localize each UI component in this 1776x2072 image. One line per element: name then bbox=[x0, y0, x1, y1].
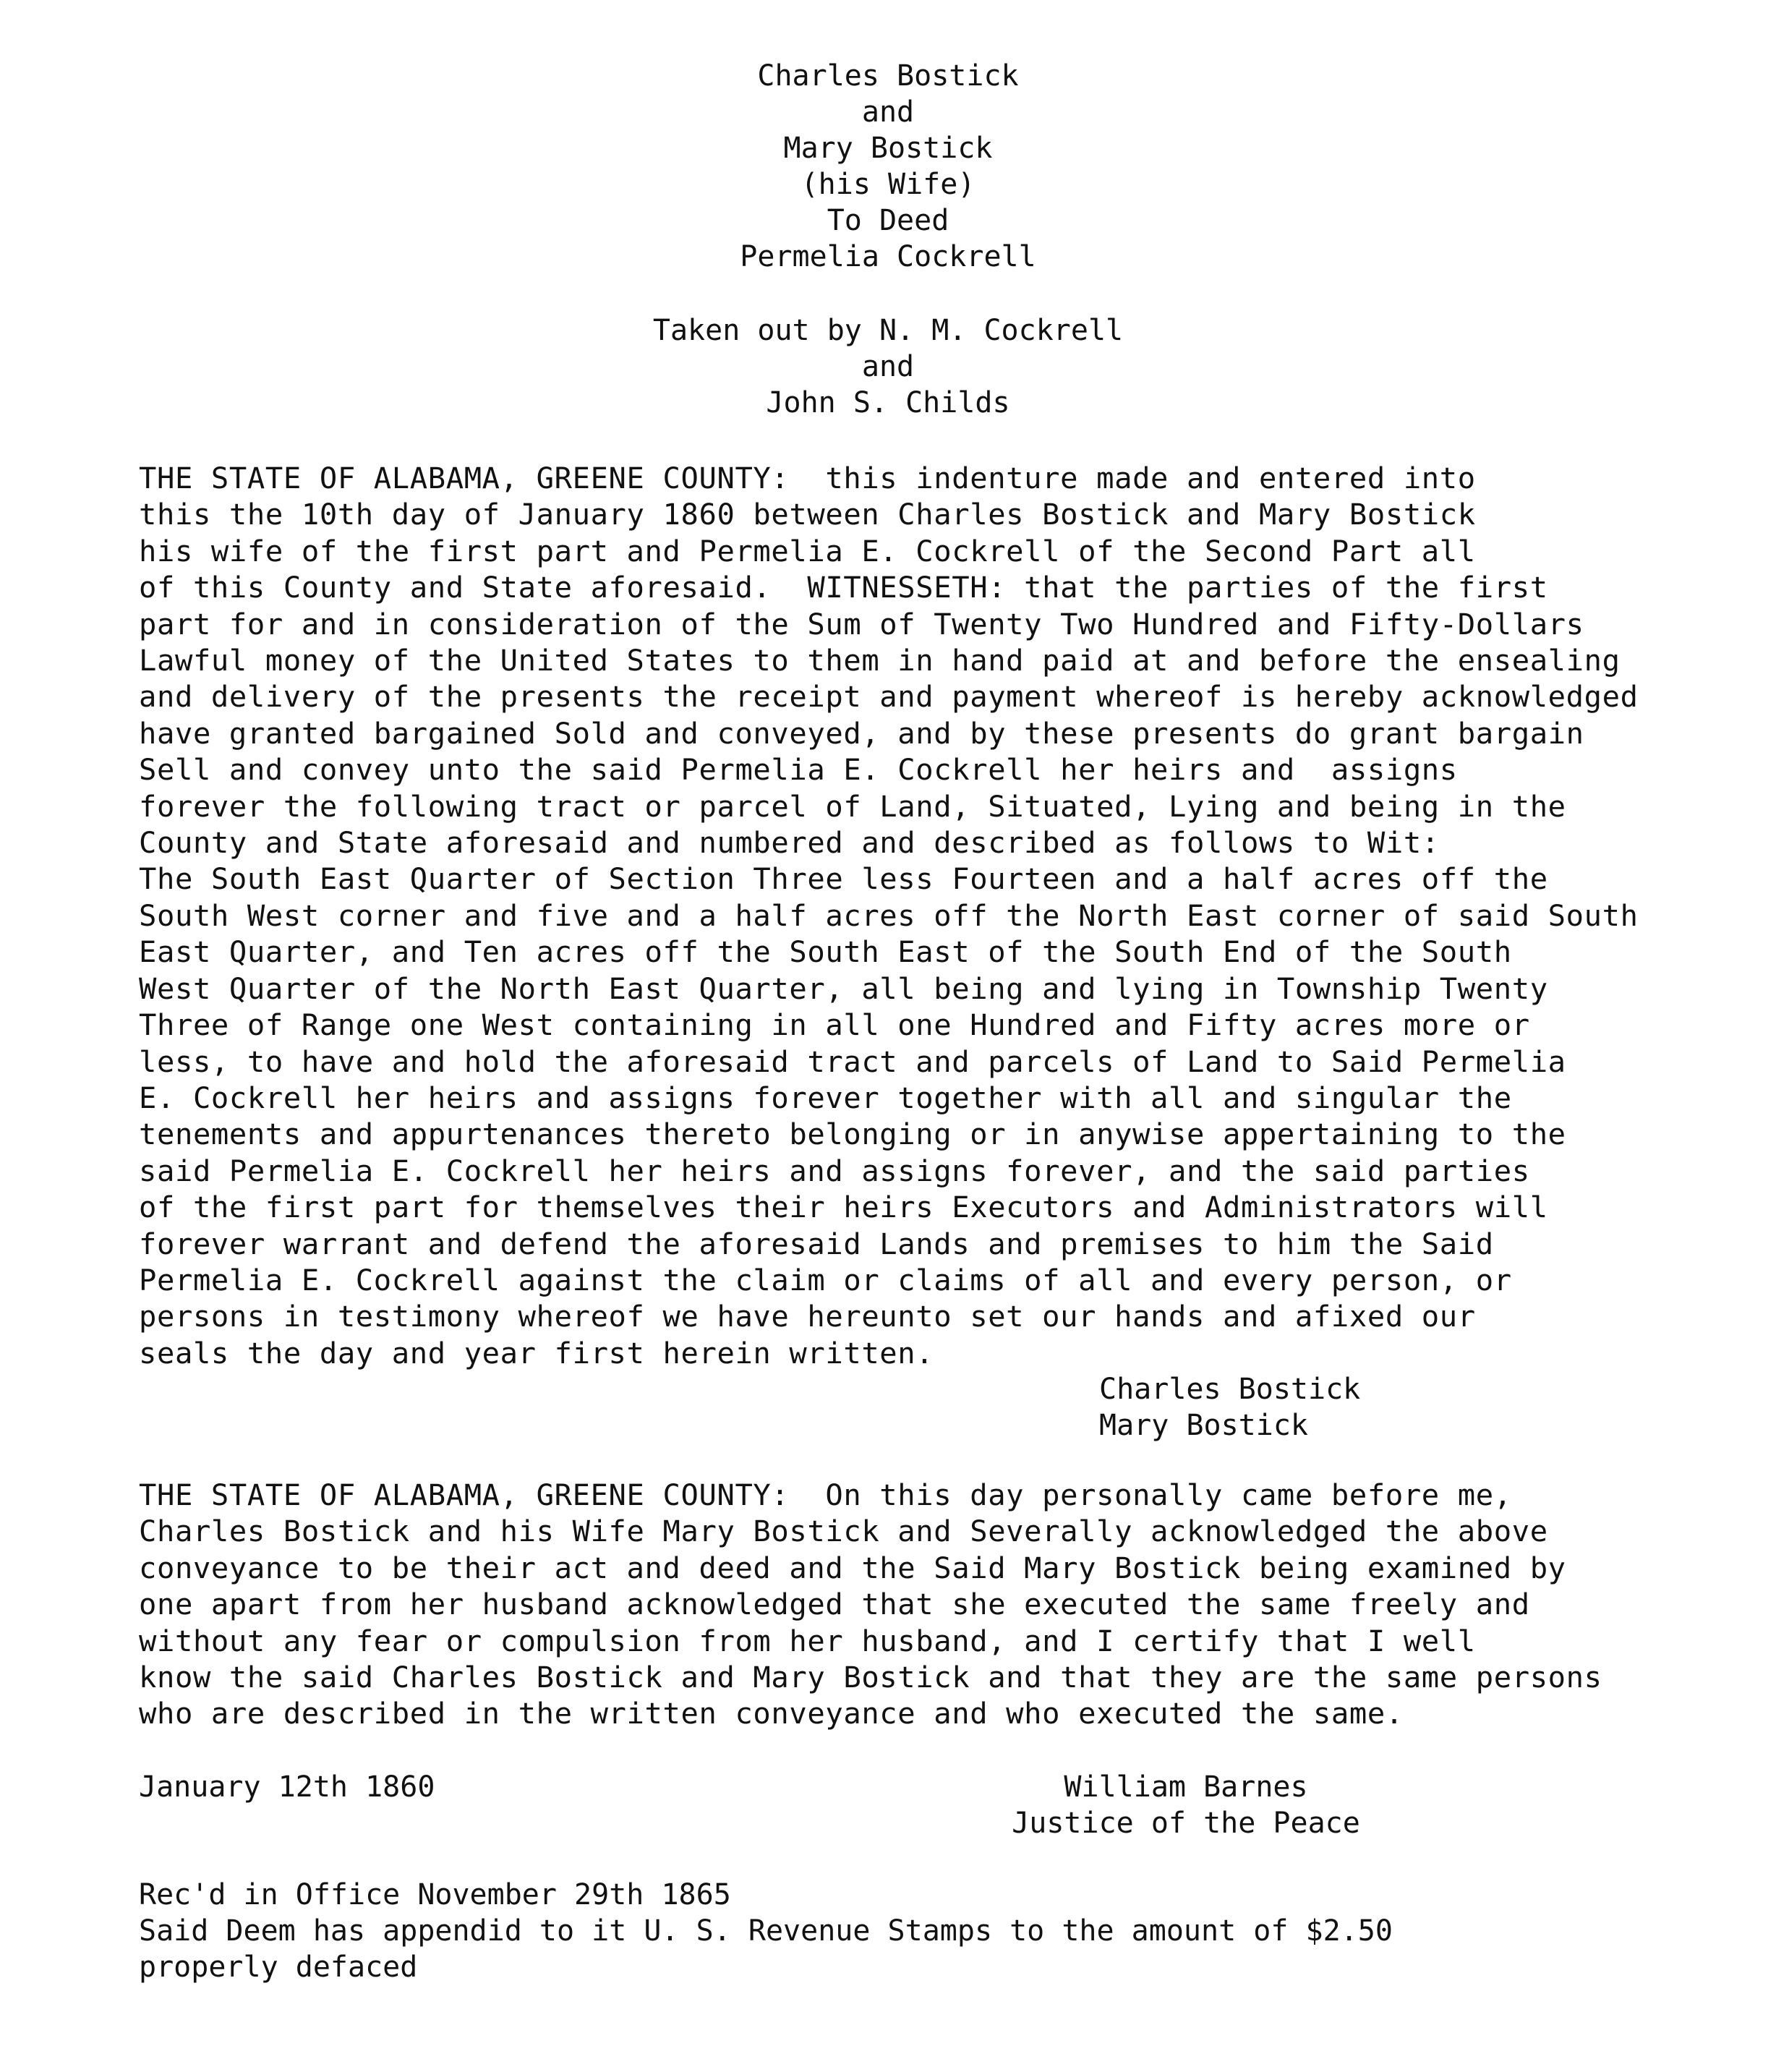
deed-line: THE STATE OF ALABAMA, GREENE COUNTY: this indenture made and entered into bbox=[139, 461, 1476, 495]
acknowledgment-line: Charles Bostick and his Wife Mary Bostick and Severally acknowledged the above bbox=[139, 1514, 1548, 1549]
signature-line: Charles Bostick bbox=[1099, 1373, 1361, 1406]
deed-line: forever the following tract or parcel of Land, Situated, Lying and being in the bbox=[139, 788, 1566, 824]
taken-out-line: John S. Childs bbox=[766, 386, 1010, 419]
signature-line: Mary Bostick bbox=[1099, 1409, 1308, 1442]
acknowledgment-line: who are described in the written conveyance and who executed the same. bbox=[139, 1696, 1404, 1731]
title-line: Mary Bostick bbox=[783, 132, 993, 165]
title-line: (his Wife) bbox=[801, 168, 975, 201]
deed-title-block bbox=[0, 58, 1776, 275]
deed-line: East Quarter, and Ten acres off the South East of the South End of the South bbox=[139, 934, 1512, 970]
acknowledgment-line: THE STATE OF ALABAMA, GREENE COUNTY: On this day personally came before me, bbox=[139, 1478, 1512, 1512]
deed-line: forever warrant and defend the aforesaid Lands and premises to him the Said bbox=[139, 1226, 1494, 1261]
acknowledgment-body bbox=[139, 1477, 1602, 1732]
deed-line: E. Cockrell her heirs and assigns forever together with all and singular the bbox=[139, 1080, 1512, 1115]
taken-out-line: and bbox=[861, 350, 915, 383]
acknowledgment-line: know the said Charles Bostick and Mary Bostick and that they are the same persons bbox=[139, 1660, 1602, 1695]
deed-line: said Permelia E. Cockrell her heirs and assigns forever, and the said parties bbox=[139, 1153, 1530, 1188]
title-line: Permelia Cockrell bbox=[740, 240, 1036, 273]
recording-line: properly defaced bbox=[139, 1951, 418, 1984]
deed-line: his wife of the first part and Permelia E. Cockrell of the Second Part all bbox=[139, 533, 1476, 568]
deed-line: of the first part for themselves their heirs Executors and Administrators will bbox=[139, 1190, 1548, 1225]
justice-title: Justice of the Peace bbox=[1012, 1807, 1360, 1840]
recording-line: Said Deem has appendid to it U. S. Revenue Stamps to the amount of $2.50 bbox=[139, 1914, 1393, 1948]
deed-line: County and State aforesaid and numbered and described as follows to Wit: bbox=[139, 825, 1440, 861]
deed-line: South West corner and five and a half acres off the North East corner of said South bbox=[139, 898, 1639, 933]
deed-line: Permelia E. Cockrell against the claim or claims of all and every person, or bbox=[139, 1262, 1512, 1297]
deed-line: seals the day and year first herein written. bbox=[139, 1335, 934, 1370]
deed-body bbox=[139, 460, 1639, 1371]
deed-line: have granted bargained Sold and conveyed, and by these presents do grant bargain bbox=[139, 715, 1584, 751]
recording-line: Rec'd in Office November 29th 1865 bbox=[139, 1878, 731, 1911]
title-line: and bbox=[861, 95, 915, 129]
taken-out-line: Taken out by N. M. Cockrell bbox=[652, 314, 1124, 347]
deed-line: and delivery of the presents the receipt and payment whereof is hereby acknowledged bbox=[139, 679, 1639, 715]
deed-line: of this County and State aforesaid. WITNESSETH: that the parties of the first bbox=[139, 570, 1548, 605]
recording-note bbox=[139, 1877, 1393, 1985]
acknowledgment-line: conveyance to be their act and deed and the Said Mary Bostick being examined by bbox=[139, 1550, 1566, 1585]
deed-line: The South East Quarter of Section Three less Fourteen and a half acres off the bbox=[139, 861, 1548, 897]
title-line: To Deed bbox=[827, 204, 949, 237]
acknowledgment-date: January 12th 1860 bbox=[139, 1770, 435, 1804]
justice-name: William Barnes bbox=[1064, 1770, 1308, 1804]
deed-line: less, to have and hold the aforesaid tract and parcels of Land to Said Permelia bbox=[139, 1044, 1566, 1079]
deed-line: Lawful money of the United States to them in hand paid at and before the ensealing bbox=[139, 643, 1621, 678]
deed-line: tenements and appurtenances thereto belonging or in anywise appertaining to the bbox=[139, 1117, 1566, 1152]
justice-signature bbox=[1005, 1769, 1367, 1841]
deed-line: part for and in consideration of the Sum of Twenty Two Hundred and Fifty-Dollars bbox=[139, 606, 1584, 641]
deed-line: persons in testimony whereof we have hereunto set our hands and afixed our bbox=[139, 1299, 1476, 1334]
taken-out-block bbox=[0, 312, 1776, 421]
deed-line: Sell and convey unto the said Permelia E. Cockrell her heirs and assigns bbox=[139, 752, 1458, 788]
title-line: Charles Bostick bbox=[757, 59, 1019, 93]
acknowledgment-line: one apart from her husband acknowledged that she executed the same freely and bbox=[139, 1587, 1530, 1622]
deed-line: West Quarter of the North East Quarter, all being and lying in Township Twenty bbox=[139, 971, 1548, 1006]
deed-line: Three of Range one West containing in all one Hundred and Fifty acres more or bbox=[139, 1007, 1530, 1043]
acknowledgment-line: without any fear or compulsion from her husband, and I certify that I well bbox=[139, 1623, 1476, 1658]
grantor-signatures bbox=[1099, 1371, 1360, 1444]
deed-line: this the 10th day of January 1860 between Charles Bostick and Mary Bostick bbox=[139, 497, 1476, 532]
